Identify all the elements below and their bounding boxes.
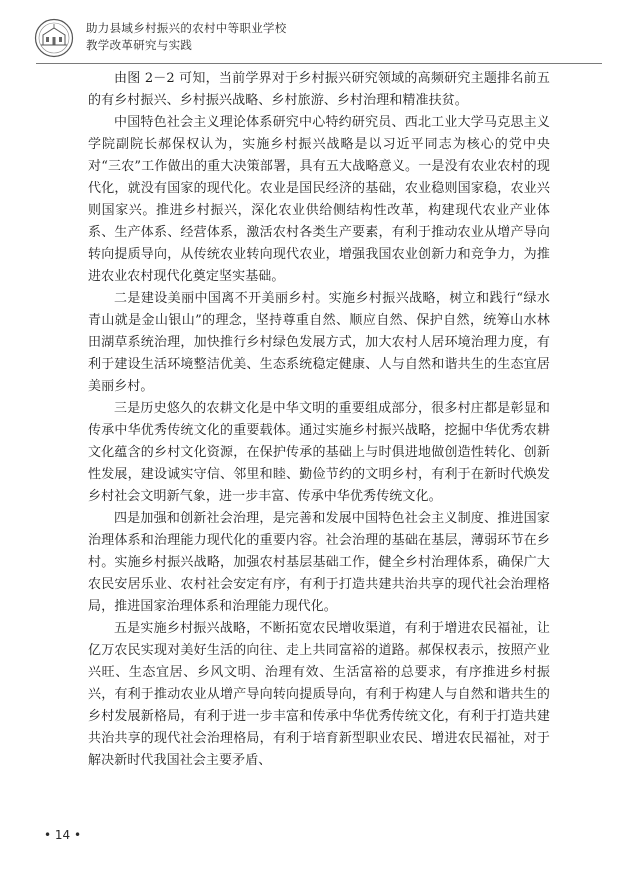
running-header xyxy=(22,10,602,62)
page-number: • 14 • xyxy=(44,828,82,842)
paragraph: 三是历史悠久的农耕文化是中华文明的重要组成部分，很多村庄都是彰显和传承中华优秀传统文化的重要载体。通过实施乡村振兴战略，挖掘中华优秀农耕文化蕴含的乡村文化资源，在保护传承的基础上与时俱进地做创造性转化、创新性发展，建设诚实守信、邻里和睦、勤俭节约的文明乡村，有利于在新时代焕发乡村社会文明新气象，进一步丰富、传承中华优秀传统文化。 xyxy=(88,401,550,504)
header-title xyxy=(86,20,287,54)
header-title-line1: 助力县域乡村振兴的农村中等职业学校 xyxy=(86,21,287,35)
school-building-logo-icon xyxy=(34,18,74,58)
paragraph: 五是实施乡村振兴战略，不断拓宽农民增收渠道，有利于增进农民福祉，让亿万农民实现对美好生活的向往、走上共同富裕的道路。郝保权表示，按照产业兴旺、生态宜居、乡风文明、治理有效、生活富裕的总要求，有序推进乡村振兴，有利于推动农业从增产导向转向提质导向，有利于构建人与自然和谐共生的乡村发展新格局，有利于进一步丰富和传承中华优秀传统文化，有利于打造共建共治共享的现代社会治理格局，有利于培育新型职业农民、增进农民福祉，对于解决新时代我国社会主要矛盾、 xyxy=(88,621,550,768)
header-divider xyxy=(36,63,602,64)
body-text xyxy=(88,68,550,772)
paragraph: 中国特色社会主义理论体系研究中心特约研究员、西北工业大学马克思主义学院副院长郝保权认为，实施乡村振兴战略是以习近平同志为核心的党中央对“三农”工作做出的重大决策部署，具有五大战略意义。一是没有农业农村的现代化，就没有国家的现代化。农业是国民经济的基础，农业稳则国家稳，农业兴则国家兴。推进乡村振兴，深化农业供给侧结构性改革，构建现代农业产业体系、生产体系、经营体系，激活农村各类生产要素，有利于推动农业从增产导向转向提质导向，从传统农业转向现代农业，增强我国农业创新力和竞争力，为推进农业农村现代化奠定坚实基础。 xyxy=(88,115,550,284)
paragraph: 由图 2－2 可知，当前学界对于乡村振兴研究领域的高频研究主题排名前五的有乡村振兴、乡村振兴战略、乡村旅游、乡村治理和精准扶贫。 xyxy=(88,71,550,108)
paragraph: 二是建设美丽中国离不开美丽乡村。实施乡村振兴战略，树立和践行“绿水青山就是金山银山”的理念，坚持尊重自然、顺应自然、保护自然，统筹山水林田湖草系统治理，加快推行乡村绿色发展方式，加大农村人居环境治理力度，有利于建设生活环境整洁优美、生态系统稳定健康、人与自然和谐共生的生态宜居美丽乡村。 xyxy=(88,291,550,394)
paragraph: 四是加强和创新社会治理，是完善和发展中国特色社会主义制度、推进国家治理体系和治理能力现代化的重要内容。社会治理的基础在基层，薄弱环节在乡村。实施乡村振兴战略，加强农村基层基础工作，健全乡村治理体系，确保广大农民安居乐业、农村社会安定有序，有利于打造共建共治共享的现代社会治理格局，推进国家治理体系和治理能力现代化。 xyxy=(88,511,550,614)
header-title-line2: 教学改革研究与实践 xyxy=(86,38,193,52)
